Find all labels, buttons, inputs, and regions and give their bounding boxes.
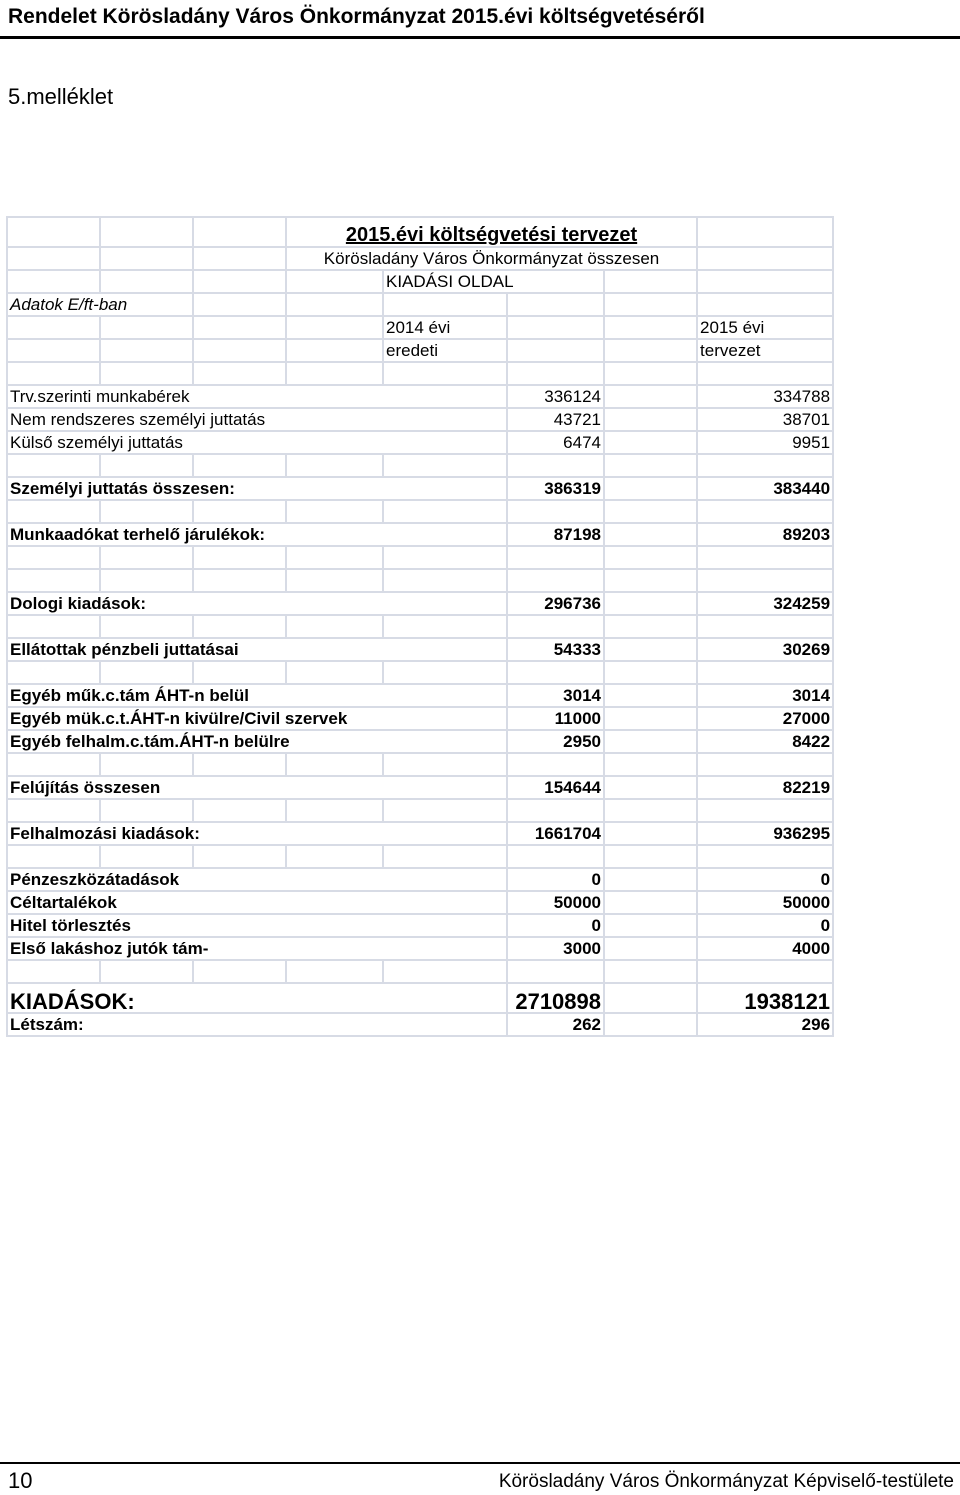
value-2015: 89203 — [697, 523, 833, 546]
row-label: Hitel törlesztés — [7, 914, 507, 937]
value-2014: 1661704 — [507, 822, 604, 845]
value-2015: 8422 — [697, 730, 833, 753]
col-2015-header-line2: tervezet — [697, 339, 833, 362]
row-label: Külső személyi juttatás — [7, 431, 507, 454]
table-row — [7, 914, 833, 937]
footer-text: Körösladány Város Önkormányzat Képviselő-testülete — [498, 1471, 954, 1492]
table-row — [7, 707, 833, 730]
table-row — [7, 960, 833, 983]
total-2015: 1938121 — [697, 983, 833, 1013]
table-row — [7, 500, 833, 523]
total-2014: 2710898 — [507, 983, 604, 1013]
table-row — [7, 431, 833, 454]
headcount-label: Létszám: — [7, 1013, 507, 1036]
table-row — [7, 546, 833, 569]
budget-table — [6, 216, 834, 1037]
col-2014-header-line2: eredeti — [383, 339, 507, 362]
table-row — [7, 684, 833, 707]
value-2014: 2950 — [507, 730, 604, 753]
table-row — [7, 217, 833, 247]
table-row — [7, 983, 833, 1013]
table-row — [7, 1013, 833, 1036]
value-2014: 11000 — [507, 707, 604, 730]
table-row — [7, 339, 833, 362]
table-row — [7, 362, 833, 385]
value-2015: 324259 — [697, 592, 833, 615]
table-subtitle: Körösladány Város Önkormányzat összesen — [286, 247, 697, 270]
side-label: KIADÁSI OLDAL — [383, 270, 604, 293]
table-row — [7, 270, 833, 293]
value-2014: 0 — [507, 914, 604, 937]
value-2014: 43721 — [507, 408, 604, 431]
value-2014: 386319 — [507, 477, 604, 500]
table-row — [7, 592, 833, 615]
col-2015-header-line1: 2015 évi — [697, 316, 833, 339]
value-2015: 334788 — [697, 385, 833, 408]
row-label: Céltartalékok — [7, 891, 507, 914]
row-label: Személyi juttatás összesen: — [7, 477, 507, 500]
value-2014: 6474 — [507, 431, 604, 454]
annex-label: 5.melléklet — [8, 84, 114, 109]
document-header-title: Rendelet Körösladány Város Önkormányzat 2015.évi költségvetéséről — [8, 5, 705, 28]
row-label: Munkaadókat terhelő járulékok: — [7, 523, 507, 546]
headcount-2014: 262 — [507, 1013, 604, 1036]
table-row — [7, 891, 833, 914]
value-2015: 0 — [697, 914, 833, 937]
row-label: Egyéb mük.c.t.ÁHT-n kivülre/Civil szervek — [7, 707, 507, 730]
footer-rule — [0, 1462, 960, 1464]
row-label: Nem rendszeres személyi juttatás — [7, 408, 507, 431]
value-2015: 50000 — [697, 891, 833, 914]
value-2015: 3014 — [697, 684, 833, 707]
table-row — [7, 845, 833, 868]
table-row — [7, 615, 833, 638]
value-2014: 154644 — [507, 776, 604, 799]
row-label: Dologi kiadások: — [7, 592, 507, 615]
headcount-2015: 296 — [697, 1013, 833, 1036]
row-label: Pénzeszközátadások — [7, 868, 507, 891]
table-row — [7, 385, 833, 408]
row-label: Egyéb műk.c.tám ÁHT-n belül — [7, 684, 507, 707]
row-label: Felújítás összesen — [7, 776, 507, 799]
table-row — [7, 753, 833, 776]
table-row — [7, 868, 833, 891]
value-2014: 0 — [507, 868, 604, 891]
value-2014: 50000 — [507, 891, 604, 914]
value-2015: 4000 — [697, 937, 833, 960]
row-label: Ellátottak pénzbeli juttatásai — [7, 638, 507, 661]
table-row — [7, 937, 833, 960]
value-2014: 3014 — [507, 684, 604, 707]
table-row — [7, 408, 833, 431]
value-2015: 9951 — [697, 431, 833, 454]
table-row — [7, 799, 833, 822]
table-row — [7, 293, 833, 316]
row-label: Első lakáshoz jutók tám- — [7, 937, 507, 960]
table-row — [7, 523, 833, 546]
table-row — [7, 477, 833, 500]
page-number: 10 — [8, 1468, 33, 1493]
table-row — [7, 569, 833, 592]
value-2015: 383440 — [697, 477, 833, 500]
unit-label: Adatok E/ft-ban — [7, 293, 193, 316]
value-2015: 30269 — [697, 638, 833, 661]
value-2014: 3000 — [507, 937, 604, 960]
table-row — [7, 776, 833, 799]
value-2015: 38701 — [697, 408, 833, 431]
table-row — [7, 730, 833, 753]
table-row — [7, 822, 833, 845]
value-2014: 336124 — [507, 385, 604, 408]
value-2014: 54333 — [507, 638, 604, 661]
table-row — [7, 316, 833, 339]
table-row — [7, 454, 833, 477]
header-rule — [0, 36, 960, 39]
table-row — [7, 247, 833, 270]
value-2014: 296736 — [507, 592, 604, 615]
row-label: Trv.szerinti munkabérek — [7, 385, 507, 408]
table-title: 2015.évi költségvetési tervezet — [286, 217, 697, 247]
table-row — [7, 661, 833, 684]
table-row — [7, 638, 833, 661]
value-2015: 0 — [697, 868, 833, 891]
row-label: Felhalmozási kiadások: — [7, 822, 507, 845]
value-2015: 27000 — [697, 707, 833, 730]
col-2014-header-line1: 2014 évi — [383, 316, 507, 339]
value-2015: 82219 — [697, 776, 833, 799]
total-label: KIADÁSOK: — [7, 983, 507, 1013]
value-2015: 936295 — [697, 822, 833, 845]
row-label: Egyéb felhalm.c.tám.ÁHT-n belülre — [7, 730, 507, 753]
value-2014: 87198 — [507, 523, 604, 546]
